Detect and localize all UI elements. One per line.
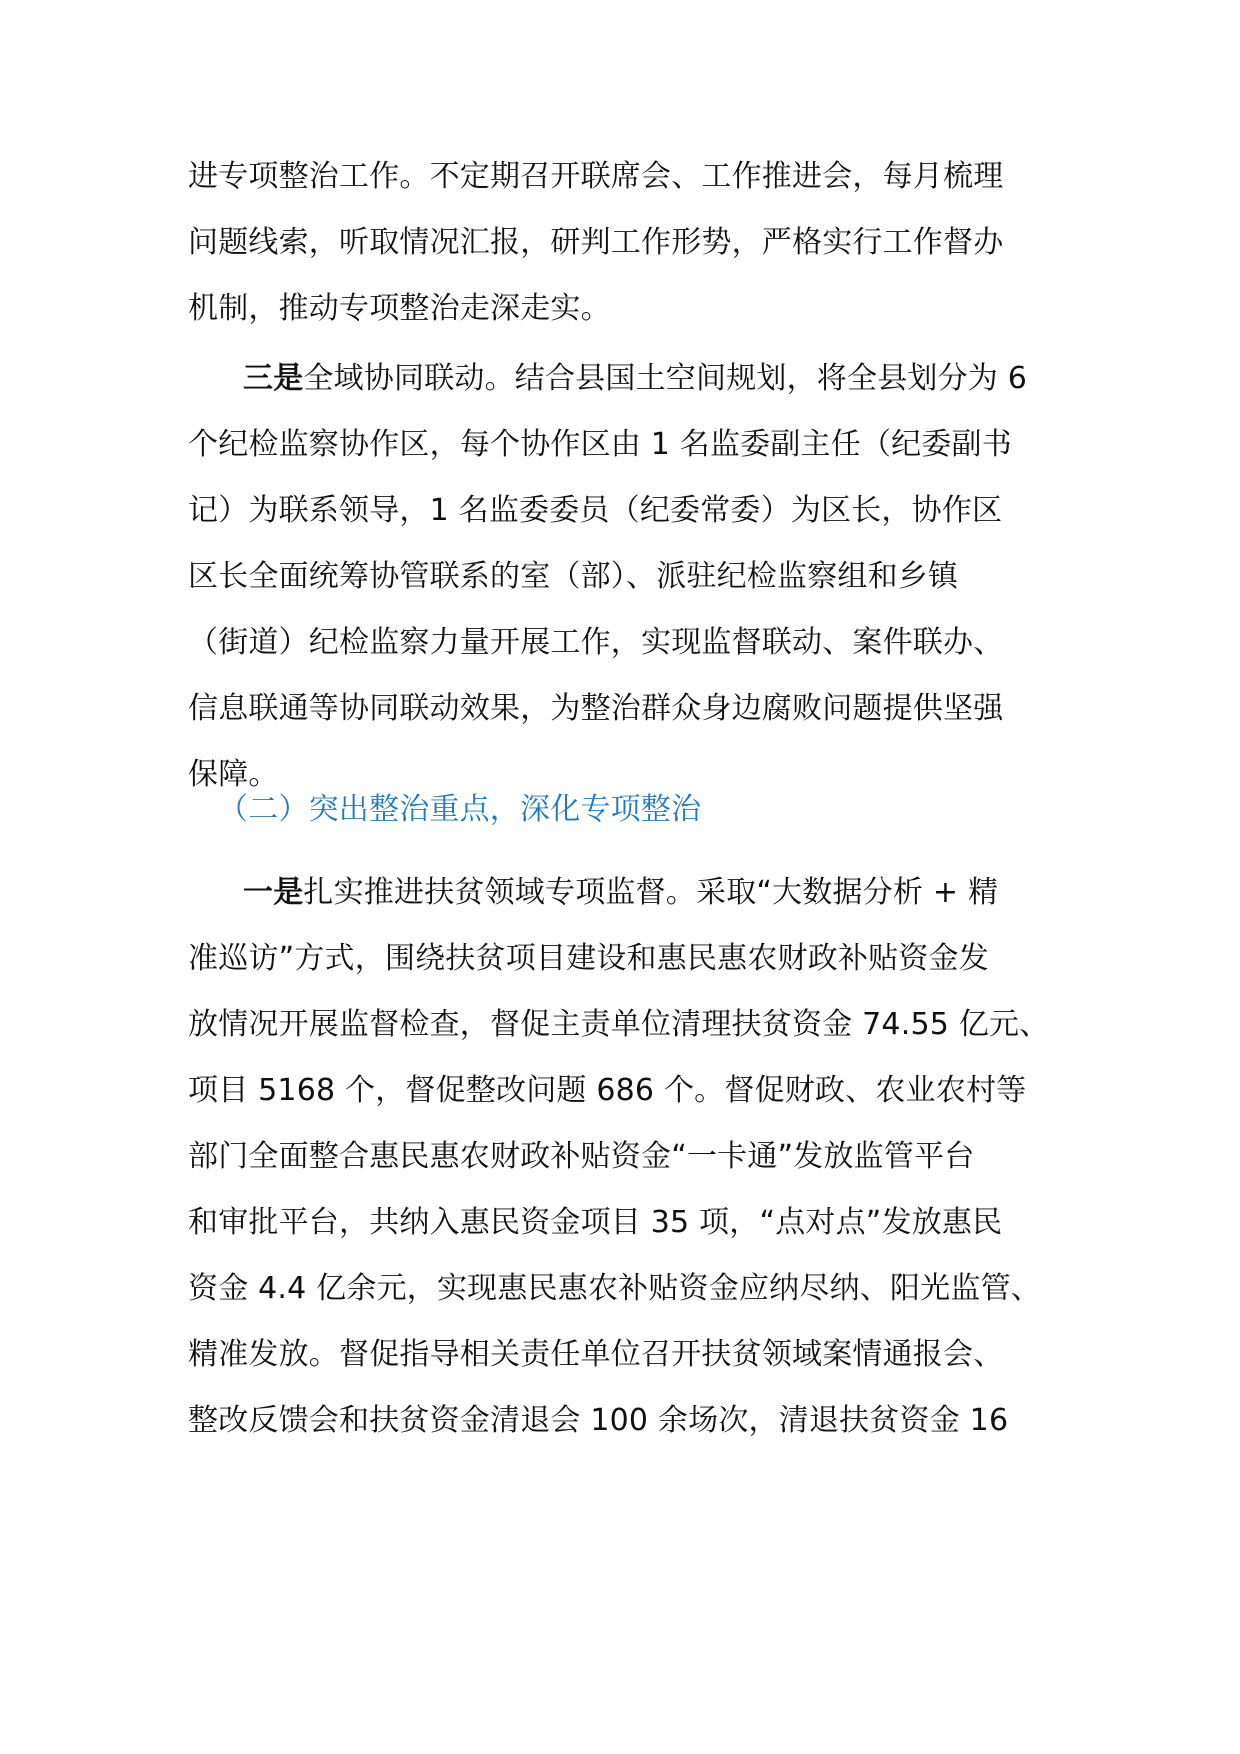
text-span: 扎实推进扶贫领域专项监督。采取“大数据分析 + 精 xyxy=(303,875,999,910)
text-line: （街道）纪检监察力量开展工作，实现监督联动、案件联办、 xyxy=(188,625,1004,660)
text-line: 信息联通等协同联动效果，为整治群众身边腐败问题提供坚强 xyxy=(188,691,1004,726)
text-line: 资金 4.4 亿余元，实现惠民惠农补贴资金应纳尽纳、阳光监管、 xyxy=(188,1271,1041,1306)
text-line: 机制，推动专项整治走深走实。 xyxy=(188,291,611,326)
text-line: 项目 5168 个，督促整改问题 686 个。督促财政、农业农村等 xyxy=(188,1073,1027,1108)
text-line xyxy=(188,346,1068,412)
text-line: 进专项整治工作。不定期召开联席会、工作推进会，每月梳理 xyxy=(188,159,1004,194)
paragraph-lead: 三是 xyxy=(243,361,304,396)
text-line: 放情况开展监督检查，督促主责单位清理扶贫资金 74.55 亿元、 xyxy=(188,1007,1050,1042)
text-line: 保障。 xyxy=(188,757,279,792)
text-line: 和审批平台，共纳入惠民资金项目 35 项，“点对点”发放惠民 xyxy=(188,1205,1003,1240)
text-line: 精准发放。督促指导相关责任单位召开扶贫领域案情通报会、 xyxy=(188,1337,1004,1372)
text-line: 个纪检监察协作区，每个协作区由 1 名监委副主任（纪委副书 xyxy=(188,427,1012,462)
paragraph-lead: 一是 xyxy=(243,875,304,910)
text-line xyxy=(188,860,1068,926)
section-heading: （二）突出整治重点，深化专项整治 xyxy=(218,792,702,827)
text-line: 区长全面统筹协管联系的室（部）、派驻纪检监察组和乡镇 xyxy=(188,559,959,594)
paragraph-poverty-supervision xyxy=(188,860,1068,1454)
paragraph-work-mechanism xyxy=(188,144,1068,342)
paragraph-regional-coordination xyxy=(188,346,1068,808)
text-line: 记）为联系领导，1 名监委委员（纪委常委）为区长，协作区 xyxy=(188,493,1003,528)
text-line: 准巡访”方式，围绕扶贫项目建设和惠民惠农财政补贴资金发 xyxy=(188,941,989,976)
text-line: 部门全面整合惠民惠农财政补贴资金“一卡通”发放监管平台 xyxy=(188,1139,975,1174)
text-span: 全域协同联动。结合县国土空间规划，将全县划分为 6 xyxy=(303,361,1028,396)
text-line: 整改反馈会和扶贫资金清退会 100 余场次，清退扶贫资金 16 xyxy=(188,1403,1009,1438)
text-line: 问题线索，听取情况汇报，研判工作形势，严格实行工作督办 xyxy=(188,225,1004,260)
